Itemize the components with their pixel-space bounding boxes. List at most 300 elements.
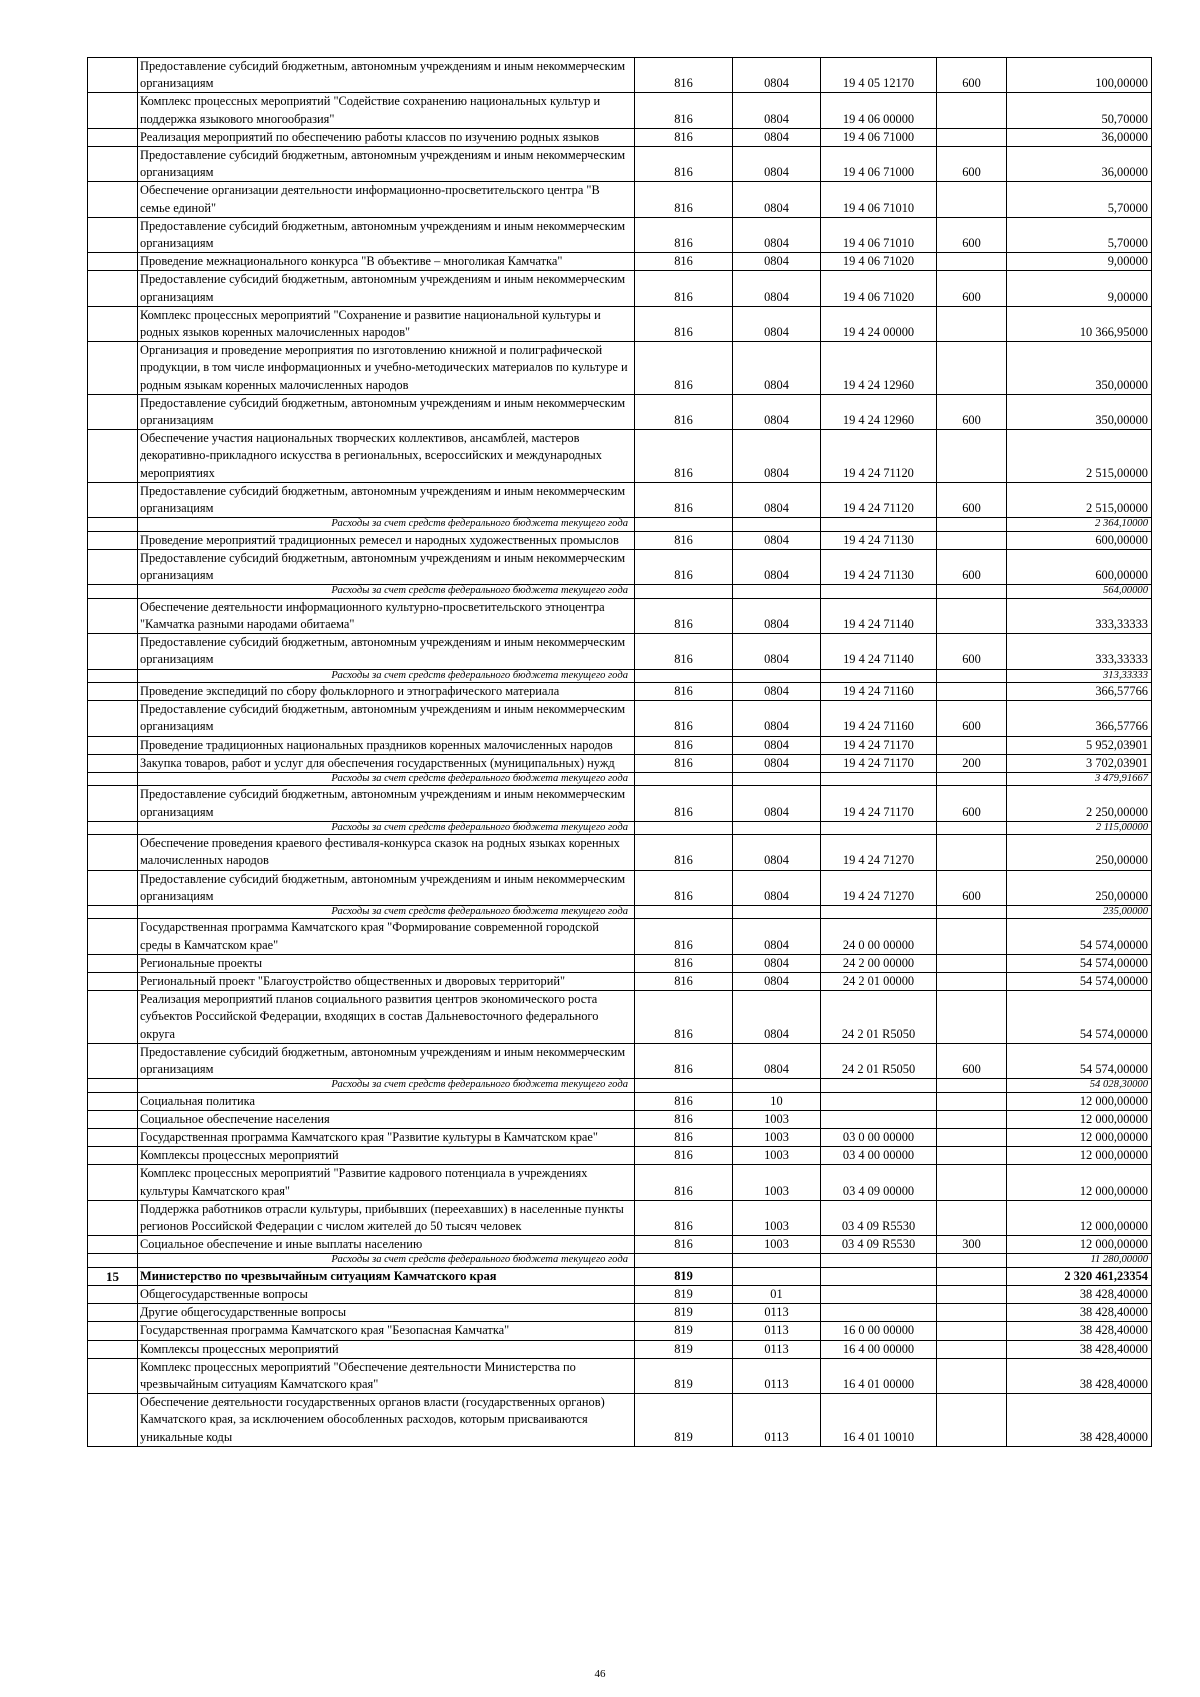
row-section-code: 01 xyxy=(733,1286,821,1304)
row-section-code: 0804 xyxy=(733,991,821,1044)
row-ved-code: 816 xyxy=(635,835,733,870)
row-expense-type xyxy=(937,669,1007,682)
row-amount: 54 574,00000 xyxy=(1007,972,1152,990)
row-name: Расходы за счет средств федерального бюджета текущего года xyxy=(138,1254,635,1267)
row-number xyxy=(88,669,138,682)
row-amount: 12 000,00000 xyxy=(1007,1147,1152,1165)
row-number xyxy=(88,1236,138,1254)
table-row xyxy=(88,1092,1152,1110)
row-section-code: 0804 xyxy=(733,682,821,700)
row-number xyxy=(88,905,138,918)
row-expense-type xyxy=(937,430,1007,483)
row-ved-code: 816 xyxy=(635,430,733,483)
row-section-code: 0804 xyxy=(733,253,821,271)
row-number xyxy=(88,954,138,972)
row-target-code: 16 4 01 00000 xyxy=(821,1358,937,1393)
row-name: Комплекс процессных мероприятий "Развитие кадрового потенциала в учреждениях культуры Камчатского края" xyxy=(138,1165,635,1200)
row-number xyxy=(88,634,138,669)
row-amount: 5 952,03901 xyxy=(1007,736,1152,754)
row-name: Обеспечение деятельности государственных органов власти (государственных органов) Камчатского края, за исключением обособленных расходов, которым присваиваются уникальные коды xyxy=(138,1394,635,1447)
row-section-code: 0804 xyxy=(733,128,821,146)
row-expense-type xyxy=(937,1322,1007,1340)
row-target-code: 19 4 24 71170 xyxy=(821,754,937,772)
row-number xyxy=(88,1322,138,1340)
row-target-code: 19 4 24 71160 xyxy=(821,701,937,736)
row-amount: 54 574,00000 xyxy=(1007,919,1152,954)
row-ved-code: 816 xyxy=(635,531,733,549)
row-amount: 50,70000 xyxy=(1007,93,1152,128)
row-expense-type xyxy=(937,1092,1007,1110)
row-name: Предоставление субсидий бюджетным, автономным учреждениям и иным некоммерческим организациям xyxy=(138,394,635,429)
table-row xyxy=(88,1043,1152,1078)
row-expense-type: 600 xyxy=(937,58,1007,93)
table-row xyxy=(88,1165,1152,1200)
row-section-code: 0804 xyxy=(733,147,821,182)
row-ved-code: 816 xyxy=(635,93,733,128)
row-section-code: 0804 xyxy=(733,430,821,483)
row-ved-code: 816 xyxy=(635,1236,733,1254)
row-target-code: 19 4 24 71170 xyxy=(821,786,937,821)
row-target-code: 19 4 24 71140 xyxy=(821,634,937,669)
row-target-code xyxy=(821,518,937,531)
row-ved-code: 816 xyxy=(635,972,733,990)
row-amount: 36,00000 xyxy=(1007,128,1152,146)
row-name: Государственная программа Камчатского края "Безопасная Камчатка" xyxy=(138,1322,635,1340)
row-ved-code: 816 xyxy=(635,870,733,905)
table-row xyxy=(88,835,1152,870)
table-row xyxy=(88,991,1152,1044)
federal-expense-row xyxy=(88,518,1152,531)
row-expense-type: 600 xyxy=(937,271,1007,306)
row-amount: 366,57766 xyxy=(1007,701,1152,736)
row-number xyxy=(88,531,138,549)
row-target-code xyxy=(821,585,937,598)
table-row xyxy=(88,634,1152,669)
row-amount: 38 428,40000 xyxy=(1007,1340,1152,1358)
row-ved-code: 816 xyxy=(635,736,733,754)
row-target-code: 19 4 24 00000 xyxy=(821,306,937,341)
table-row xyxy=(88,549,1152,584)
row-name: Предоставление субсидий бюджетным, автономным учреждениям и иным некоммерческим организациям xyxy=(138,870,635,905)
row-number xyxy=(88,1358,138,1393)
federal-expense-row xyxy=(88,669,1152,682)
row-expense-type xyxy=(937,954,1007,972)
row-ved-code: 816 xyxy=(635,991,733,1044)
row-expense-type xyxy=(937,182,1007,217)
row-amount: 54 574,00000 xyxy=(1007,1043,1152,1078)
row-ved-code: 819 xyxy=(635,1304,733,1322)
row-name: Предоставление субсидий бюджетным, автономным учреждениям и иным некоммерческим организациям xyxy=(138,147,635,182)
row-expense-type: 600 xyxy=(937,549,1007,584)
row-ved-code: 816 xyxy=(635,954,733,972)
row-number xyxy=(88,786,138,821)
table-row xyxy=(88,1129,1152,1147)
row-ved-code: 816 xyxy=(635,342,733,395)
row-number xyxy=(88,93,138,128)
row-name: Предоставление субсидий бюджетным, автономным учреждениям и иным некоммерческим организациям xyxy=(138,482,635,517)
row-section-code: 1003 xyxy=(733,1165,821,1200)
table-row xyxy=(88,1286,1152,1304)
row-target-code: 19 4 24 71270 xyxy=(821,835,937,870)
federal-expense-row xyxy=(88,821,1152,834)
budget-table xyxy=(87,57,1152,1447)
row-target-code: 03 4 00 00000 xyxy=(821,1147,937,1165)
row-target-code: 19 4 24 12960 xyxy=(821,394,937,429)
row-ved-code: 816 xyxy=(635,58,733,93)
table-row xyxy=(88,147,1152,182)
row-name: Обеспечение организации деятельности информационно-просветительского центра "В семье единой" xyxy=(138,182,635,217)
row-number xyxy=(88,870,138,905)
row-name: Социальное обеспечение и иные выплаты населению xyxy=(138,1236,635,1254)
row-amount: 38 428,40000 xyxy=(1007,1322,1152,1340)
row-amount: 5,70000 xyxy=(1007,217,1152,252)
row-name: Расходы за счет средств федерального бюджета текущего года xyxy=(138,669,635,682)
row-ved-code: 819 xyxy=(635,1286,733,1304)
row-amount: 2 320 461,23354 xyxy=(1007,1267,1152,1285)
row-number xyxy=(88,147,138,182)
row-name: Расходы за счет средств федерального бюджета текущего года xyxy=(138,772,635,785)
row-number xyxy=(88,430,138,483)
row-section-code: 1003 xyxy=(733,1147,821,1165)
row-number xyxy=(88,482,138,517)
row-expense-type xyxy=(937,1129,1007,1147)
row-target-code: 19 4 24 71130 xyxy=(821,549,937,584)
row-target-code: 19 4 06 71010 xyxy=(821,217,937,252)
row-section-code: 1003 xyxy=(733,1129,821,1147)
row-amount: 12 000,00000 xyxy=(1007,1236,1152,1254)
row-target-code: 19 4 06 00000 xyxy=(821,93,937,128)
row-section-code: 0113 xyxy=(733,1304,821,1322)
row-name: Расходы за счет средств федерального бюджета текущего года xyxy=(138,821,635,834)
row-name: Проведение мероприятий традиционных ремесел и народных художественных промыслов xyxy=(138,531,635,549)
row-expense-type: 600 xyxy=(937,701,1007,736)
row-expense-type xyxy=(937,1147,1007,1165)
federal-expense-row xyxy=(88,585,1152,598)
row-expense-type xyxy=(937,1358,1007,1393)
row-number xyxy=(88,1286,138,1304)
row-ved-code: 816 xyxy=(635,128,733,146)
row-amount: 36,00000 xyxy=(1007,147,1152,182)
row-name: Комплекс процессных мероприятий "Обеспечение деятельности Министерства по чрезвычайным ситуациям Камчатского края" xyxy=(138,1358,635,1393)
row-ved-code: 816 xyxy=(635,1043,733,1078)
row-expense-type: 600 xyxy=(937,482,1007,517)
row-expense-type: 300 xyxy=(937,1236,1007,1254)
row-amount: 333,33333 xyxy=(1007,598,1152,633)
table-row xyxy=(88,1200,1152,1235)
row-ved-code xyxy=(635,1254,733,1267)
row-section-code: 0804 xyxy=(733,1043,821,1078)
table-row xyxy=(88,271,1152,306)
row-expense-type xyxy=(937,772,1007,785)
row-name: Комплексы процессных мероприятий xyxy=(138,1147,635,1165)
row-expense-type xyxy=(937,1304,1007,1322)
row-section-code xyxy=(733,1079,821,1092)
row-target-code xyxy=(821,1092,937,1110)
row-ved-code: 816 xyxy=(635,682,733,700)
row-expense-type xyxy=(937,682,1007,700)
row-number xyxy=(88,754,138,772)
row-number xyxy=(88,1092,138,1110)
row-section-code: 0804 xyxy=(733,598,821,633)
row-section-code: 0804 xyxy=(733,835,821,870)
row-ved-code: 819 xyxy=(635,1322,733,1340)
row-ved-code xyxy=(635,669,733,682)
table-row xyxy=(88,1110,1152,1128)
row-expense-type xyxy=(937,972,1007,990)
row-section-code: 0804 xyxy=(733,482,821,517)
row-target-code xyxy=(821,821,937,834)
row-section-code: 0113 xyxy=(733,1340,821,1358)
row-expense-type xyxy=(937,93,1007,128)
row-expense-type: 600 xyxy=(937,147,1007,182)
table-row xyxy=(88,598,1152,633)
row-number xyxy=(88,1340,138,1358)
row-target-code: 19 4 24 71130 xyxy=(821,531,937,549)
row-section-code: 0804 xyxy=(733,93,821,128)
table-row xyxy=(88,701,1152,736)
row-amount: 564,00000 xyxy=(1007,585,1152,598)
row-name: Комплексы процессных мероприятий xyxy=(138,1340,635,1358)
federal-expense-row xyxy=(88,1254,1152,1267)
row-ved-code xyxy=(635,905,733,918)
row-amount: 12 000,00000 xyxy=(1007,1092,1152,1110)
row-ved-code: 816 xyxy=(635,1200,733,1235)
row-name: Общегосударственные вопросы xyxy=(138,1286,635,1304)
table-row xyxy=(88,754,1152,772)
table-row xyxy=(88,93,1152,128)
row-number xyxy=(88,701,138,736)
row-amount: 5,70000 xyxy=(1007,182,1152,217)
row-expense-type xyxy=(937,1254,1007,1267)
row-amount: 2 250,00000 xyxy=(1007,786,1152,821)
table-row xyxy=(88,182,1152,217)
row-section-code: 0804 xyxy=(733,531,821,549)
row-name: Региональные проекты xyxy=(138,954,635,972)
row-ved-code: 816 xyxy=(635,1110,733,1128)
row-target-code xyxy=(821,772,937,785)
row-number xyxy=(88,306,138,341)
row-name: Социальная политика xyxy=(138,1092,635,1110)
row-expense-type xyxy=(937,1340,1007,1358)
row-ved-code xyxy=(635,1079,733,1092)
row-number xyxy=(88,1110,138,1128)
row-expense-type xyxy=(937,1286,1007,1304)
row-number xyxy=(88,1165,138,1200)
row-name: Проведение межнационального конкурса "В объективе – многоликая Камчатка" xyxy=(138,253,635,271)
table-row xyxy=(88,306,1152,341)
row-section-code: 0804 xyxy=(733,217,821,252)
row-name: Закупка товаров, работ и услуг для обеспечения государственных (муниципальных) нужд xyxy=(138,754,635,772)
row-expense-type xyxy=(937,1165,1007,1200)
row-section-code xyxy=(733,772,821,785)
row-target-code: 19 4 24 71170 xyxy=(821,736,937,754)
row-target-code xyxy=(821,1286,937,1304)
row-ved-code: 816 xyxy=(635,182,733,217)
row-section-code: 0804 xyxy=(733,701,821,736)
row-name: Региональный проект "Благоустройство общественных и дворовых территорий" xyxy=(138,972,635,990)
row-section-code: 0804 xyxy=(733,306,821,341)
row-amount: 54 574,00000 xyxy=(1007,991,1152,1044)
table-row xyxy=(88,58,1152,93)
row-target-code xyxy=(821,669,937,682)
row-ved-code: 816 xyxy=(635,919,733,954)
table-row xyxy=(88,954,1152,972)
row-section-code xyxy=(733,1267,821,1285)
row-section-code xyxy=(733,518,821,531)
table-row xyxy=(88,919,1152,954)
row-expense-type xyxy=(937,306,1007,341)
table-row xyxy=(88,1236,1152,1254)
row-target-code: 19 4 24 12960 xyxy=(821,342,937,395)
row-target-code: 19 4 05 12170 xyxy=(821,58,937,93)
row-number xyxy=(88,1200,138,1235)
federal-expense-row xyxy=(88,772,1152,785)
row-expense-type xyxy=(937,598,1007,633)
table-row xyxy=(88,1322,1152,1340)
row-amount: 366,57766 xyxy=(1007,682,1152,700)
row-number xyxy=(88,1147,138,1165)
row-section-code: 1003 xyxy=(733,1110,821,1128)
row-name: Поддержка работников отрасли культуры, прибывших (переехавших) в населенные пункты регионов Российской Федерации с числом жителей до 50 тысяч человек xyxy=(138,1200,635,1235)
row-target-code xyxy=(821,1267,937,1285)
row-expense-type: 600 xyxy=(937,1043,1007,1078)
row-amount: 38 428,40000 xyxy=(1007,1286,1152,1304)
row-ved-code: 816 xyxy=(635,1092,733,1110)
row-number xyxy=(88,1043,138,1078)
row-target-code: 16 4 00 00000 xyxy=(821,1340,937,1358)
row-ved-code: 819 xyxy=(635,1358,733,1393)
row-ved-code: 816 xyxy=(635,253,733,271)
row-ved-code: 816 xyxy=(635,701,733,736)
row-target-code: 19 4 06 71000 xyxy=(821,128,937,146)
row-amount: 38 428,40000 xyxy=(1007,1304,1152,1322)
row-amount: 9,00000 xyxy=(1007,271,1152,306)
row-target-code: 19 4 06 71000 xyxy=(821,147,937,182)
row-ved-code: 816 xyxy=(635,634,733,669)
row-section-code: 0113 xyxy=(733,1322,821,1340)
row-name: Проведение экспедиций по сбору фольклорного и этнографического материала xyxy=(138,682,635,700)
row-target-code: 19 4 24 71140 xyxy=(821,598,937,633)
table-row xyxy=(88,394,1152,429)
row-section-code: 10 xyxy=(733,1092,821,1110)
row-amount: 350,00000 xyxy=(1007,342,1152,395)
row-section-code: 0804 xyxy=(733,342,821,395)
row-section-code: 1003 xyxy=(733,1236,821,1254)
row-expense-type: 200 xyxy=(937,754,1007,772)
row-section-code: 0804 xyxy=(733,972,821,990)
row-target-code: 24 2 01 00000 xyxy=(821,972,937,990)
row-amount: 12 000,00000 xyxy=(1007,1110,1152,1128)
row-expense-type: 600 xyxy=(937,634,1007,669)
row-number xyxy=(88,682,138,700)
row-number xyxy=(88,835,138,870)
row-ved-code: 816 xyxy=(635,1165,733,1200)
row-name: Предоставление субсидий бюджетным, автономным учреждениям и иным некоммерческим организациям xyxy=(138,271,635,306)
row-number xyxy=(88,217,138,252)
row-expense-type xyxy=(937,991,1007,1044)
row-amount: 600,00000 xyxy=(1007,549,1152,584)
row-name: Предоставление субсидий бюджетным, автономным учреждениям и иным некоммерческим организациям xyxy=(138,58,635,93)
row-amount: 54 574,00000 xyxy=(1007,954,1152,972)
row-name: Предоставление субсидий бюджетным, автономным учреждениям и иным некоммерческим организациям xyxy=(138,634,635,669)
row-target-code: 24 2 00 00000 xyxy=(821,954,937,972)
row-number xyxy=(88,585,138,598)
row-amount: 100,00000 xyxy=(1007,58,1152,93)
row-number xyxy=(88,1254,138,1267)
row-target-code: 03 4 09 R5530 xyxy=(821,1200,937,1235)
row-name: Государственная программа Камчатского края "Развитие культуры в Камчатском крае" xyxy=(138,1129,635,1147)
row-section-code: 0113 xyxy=(733,1358,821,1393)
row-amount: 250,00000 xyxy=(1007,835,1152,870)
row-section-code xyxy=(733,905,821,918)
row-section-code: 0804 xyxy=(733,786,821,821)
table-row xyxy=(88,1267,1152,1285)
row-ved-code: 816 xyxy=(635,786,733,821)
table-row xyxy=(88,342,1152,395)
table-row xyxy=(88,682,1152,700)
row-number xyxy=(88,772,138,785)
row-amount: 12 000,00000 xyxy=(1007,1200,1152,1235)
row-ved-code: 816 xyxy=(635,1129,733,1147)
table-row xyxy=(88,217,1152,252)
row-expense-type xyxy=(937,253,1007,271)
row-amount: 11 280,00000 xyxy=(1007,1254,1152,1267)
row-target-code: 24 2 01 R5050 xyxy=(821,991,937,1044)
row-expense-type xyxy=(937,736,1007,754)
row-name: Предоставление субсидий бюджетным, автономным учреждениям и иным некоммерческим организациям xyxy=(138,1043,635,1078)
row-number xyxy=(88,394,138,429)
row-number xyxy=(88,821,138,834)
row-name: Министерство по чрезвычайным ситуациям Камчатского края xyxy=(138,1267,635,1285)
row-number xyxy=(88,991,138,1044)
row-name: Государственная программа Камчатского края "Формирование современной городской среды в Камчатском крае" xyxy=(138,919,635,954)
row-amount: 10 366,95000 xyxy=(1007,306,1152,341)
row-expense-type xyxy=(937,1110,1007,1128)
row-name: Комплекс процессных мероприятий "Сохранение и развитие национальной культуры и родных языков коренных малочисленных народов" xyxy=(138,306,635,341)
row-section-code: 0804 xyxy=(733,919,821,954)
row-number xyxy=(88,128,138,146)
table-row xyxy=(88,1304,1152,1322)
row-amount: 12 000,00000 xyxy=(1007,1165,1152,1200)
row-ved-code: 816 xyxy=(635,482,733,517)
row-expense-type xyxy=(937,1267,1007,1285)
table-row xyxy=(88,430,1152,483)
row-amount: 2 364,10000 xyxy=(1007,518,1152,531)
table-row xyxy=(88,531,1152,549)
row-section-code xyxy=(733,669,821,682)
row-name: Проведение традиционных национальных праздников коренных малочисленных народов xyxy=(138,736,635,754)
row-name: Реализация мероприятий планов социального развития центров экономического роста субъектов Российской Федерации, входящих в состав Дальневосточного федерального округа xyxy=(138,991,635,1044)
row-ved-code: 819 xyxy=(635,1267,733,1285)
row-number xyxy=(88,58,138,93)
row-name: Предоставление субсидий бюджетным, автономным учреждениям и иным некоммерческим организациям xyxy=(138,701,635,736)
row-ved-code xyxy=(635,585,733,598)
row-expense-type xyxy=(937,835,1007,870)
row-ved-code: 816 xyxy=(635,147,733,182)
row-amount: 2 515,00000 xyxy=(1007,430,1152,483)
federal-expense-row xyxy=(88,1079,1152,1092)
row-expense-type: 600 xyxy=(937,394,1007,429)
row-target-code xyxy=(821,905,937,918)
table-row xyxy=(88,1394,1152,1447)
row-name: Обеспечение деятельности информационного культурно-просветительского этноцентра "Камчатка разными народами обитаема" xyxy=(138,598,635,633)
row-expense-type xyxy=(937,518,1007,531)
row-target-code: 24 2 01 R5050 xyxy=(821,1043,937,1078)
table-row xyxy=(88,870,1152,905)
row-ved-code: 816 xyxy=(635,549,733,584)
row-ved-code: 816 xyxy=(635,217,733,252)
row-section-code: 0804 xyxy=(733,394,821,429)
